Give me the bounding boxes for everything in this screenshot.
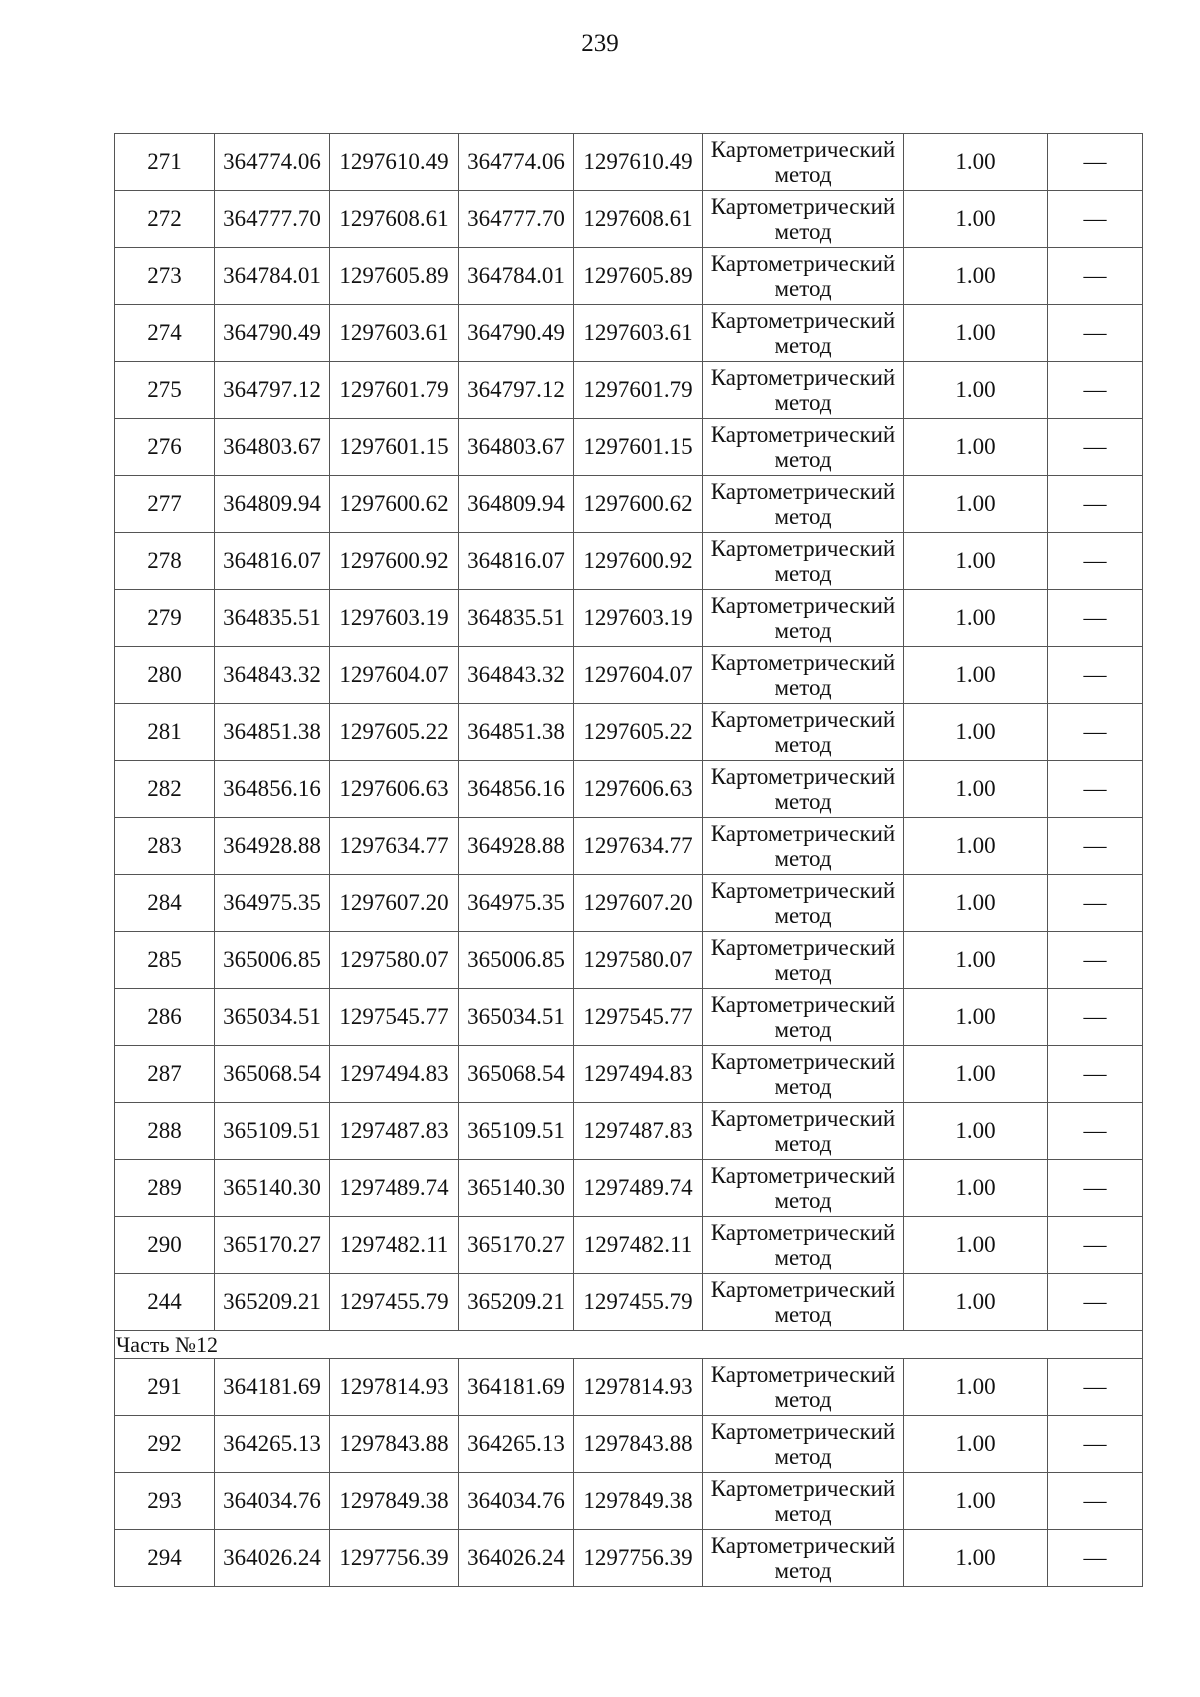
y-coordinate-new-cell: 1297601.79 <box>574 362 703 419</box>
description-cell: — <box>1048 419 1143 476</box>
method-line-1: Картометрический <box>710 764 896 789</box>
x-coordinate-new-cell: 364835.51 <box>459 590 574 647</box>
method-line-2: метод <box>774 447 832 472</box>
accuracy-cell: 1.00 <box>904 875 1048 932</box>
method-line-2: метод <box>774 903 832 928</box>
accuracy-cell: 1.00 <box>904 1473 1048 1530</box>
x-coordinate-new-cell: 364975.35 <box>459 875 574 932</box>
description-cell: — <box>1048 1274 1143 1331</box>
y-coordinate-new-cell: 1297634.77 <box>574 818 703 875</box>
y-coordinate-cell: 1297545.77 <box>330 989 459 1046</box>
description-cell: — <box>1048 761 1143 818</box>
y-coordinate-cell: 1297605.89 <box>330 248 459 305</box>
description-cell: — <box>1048 191 1143 248</box>
x-coordinate-cell: 364851.38 <box>215 704 330 761</box>
accuracy-cell: 1.00 <box>904 761 1048 818</box>
accuracy-cell: 1.00 <box>904 1046 1048 1103</box>
accuracy-cell: 1.00 <box>904 419 1048 476</box>
method-cell <box>703 248 904 305</box>
y-coordinate-new-cell: 1297489.74 <box>574 1160 703 1217</box>
method-line-1: Картометрический <box>710 992 896 1017</box>
point-number-cell: 276 <box>115 419 215 476</box>
accuracy-cell: 1.00 <box>904 818 1048 875</box>
method-line-1: Картометрический <box>710 1106 896 1131</box>
y-coordinate-new-cell: 1297608.61 <box>574 191 703 248</box>
method-line-2: метод <box>774 1074 832 1099</box>
method-line-1: Картометрический <box>710 1419 896 1444</box>
page-number: 239 <box>581 30 619 57</box>
point-number-cell: 286 <box>115 989 215 1046</box>
description-cell: — <box>1048 647 1143 704</box>
x-coordinate-cell: 364975.35 <box>215 875 330 932</box>
x-coordinate-new-cell: 364843.32 <box>459 647 574 704</box>
x-coordinate-new-cell: 364856.16 <box>459 761 574 818</box>
method-line-2: метод <box>774 333 832 358</box>
point-number-cell: 277 <box>115 476 215 533</box>
accuracy-cell: 1.00 <box>904 1160 1048 1217</box>
y-coordinate-new-cell: 1297843.88 <box>574 1416 703 1473</box>
method-cell <box>703 1359 904 1416</box>
y-coordinate-new-cell: 1297487.83 <box>574 1103 703 1160</box>
y-coordinate-new-cell: 1297604.07 <box>574 647 703 704</box>
y-coordinate-cell: 1297604.07 <box>330 647 459 704</box>
y-coordinate-cell: 1297601.15 <box>330 419 459 476</box>
y-coordinate-cell: 1297455.79 <box>330 1274 459 1331</box>
description-cell: — <box>1048 1160 1143 1217</box>
description-cell: — <box>1048 1473 1143 1530</box>
method-cell <box>703 1217 904 1274</box>
point-number-cell: 288 <box>115 1103 215 1160</box>
point-number-cell: 294 <box>115 1530 215 1587</box>
table-row <box>115 1103 1143 1160</box>
x-coordinate-new-cell: 365209.21 <box>459 1274 574 1331</box>
x-coordinate-new-cell: 364851.38 <box>459 704 574 761</box>
description-cell: — <box>1048 134 1143 191</box>
x-coordinate-cell: 364856.16 <box>215 761 330 818</box>
table-row <box>115 875 1143 932</box>
x-coordinate-new-cell: 365170.27 <box>459 1217 574 1274</box>
point-number-cell: 282 <box>115 761 215 818</box>
method-line-1: Картометрический <box>710 593 896 618</box>
method-line-2: метод <box>774 846 832 871</box>
description-cell: — <box>1048 875 1143 932</box>
accuracy-cell: 1.00 <box>904 1359 1048 1416</box>
method-line-2: метод <box>774 1387 832 1412</box>
x-coordinate-new-cell: 365006.85 <box>459 932 574 989</box>
y-coordinate-new-cell: 1297605.89 <box>574 248 703 305</box>
method-cell <box>703 1473 904 1530</box>
x-coordinate-new-cell: 364774.06 <box>459 134 574 191</box>
method-line-2: метод <box>774 1131 832 1156</box>
point-number-cell: 274 <box>115 305 215 362</box>
table-row <box>115 818 1143 875</box>
x-coordinate-cell: 364774.06 <box>215 134 330 191</box>
y-coordinate-cell: 1297494.83 <box>330 1046 459 1103</box>
method-line-1: Картометрический <box>710 1277 896 1302</box>
method-cell <box>703 1046 904 1103</box>
method-line-1: Картометрический <box>710 1163 896 1188</box>
method-line-1: Картометрический <box>710 422 896 447</box>
method-cell <box>703 818 904 875</box>
accuracy-cell: 1.00 <box>904 989 1048 1046</box>
x-coordinate-cell: 365140.30 <box>215 1160 330 1217</box>
point-number-cell: 293 <box>115 1473 215 1530</box>
y-coordinate-new-cell: 1297605.22 <box>574 704 703 761</box>
table-row <box>115 989 1143 1046</box>
accuracy-cell: 1.00 <box>904 305 1048 362</box>
description-cell: — <box>1048 476 1143 533</box>
x-coordinate-cell: 364034.76 <box>215 1473 330 1530</box>
y-coordinate-cell: 1297608.61 <box>330 191 459 248</box>
x-coordinate-cell: 364816.07 <box>215 533 330 590</box>
x-coordinate-new-cell: 364790.49 <box>459 305 574 362</box>
x-coordinate-cell: 364790.49 <box>215 305 330 362</box>
table-row <box>115 1416 1143 1473</box>
accuracy-cell: 1.00 <box>904 590 1048 647</box>
x-coordinate-cell: 364181.69 <box>215 1359 330 1416</box>
point-number-cell: 271 <box>115 134 215 191</box>
x-coordinate-new-cell: 364784.01 <box>459 248 574 305</box>
method-line-1: Картометрический <box>710 365 896 390</box>
x-coordinate-cell: 365170.27 <box>215 1217 330 1274</box>
y-coordinate-new-cell: 1297600.92 <box>574 533 703 590</box>
x-coordinate-cell: 365034.51 <box>215 989 330 1046</box>
point-number-cell: 275 <box>115 362 215 419</box>
description-cell: — <box>1048 1103 1143 1160</box>
table-row <box>115 1046 1143 1103</box>
method-line-1: Картометрический <box>710 479 896 504</box>
table-row <box>115 1359 1143 1416</box>
x-coordinate-new-cell: 364803.67 <box>459 419 574 476</box>
table-row <box>115 1530 1143 1587</box>
y-coordinate-cell: 1297634.77 <box>330 818 459 875</box>
method-line-1: Картометрический <box>710 1049 896 1074</box>
point-number-cell: 285 <box>115 932 215 989</box>
method-cell <box>703 590 904 647</box>
point-number-cell: 291 <box>115 1359 215 1416</box>
table-row <box>115 362 1143 419</box>
method-line-2: метод <box>774 1444 832 1469</box>
accuracy-cell: 1.00 <box>904 362 1048 419</box>
method-cell <box>703 932 904 989</box>
method-cell <box>703 191 904 248</box>
method-line-1: Картометрический <box>710 1362 896 1387</box>
description-cell: — <box>1048 305 1143 362</box>
method-line-1: Картометрический <box>710 650 896 675</box>
x-coordinate-new-cell: 364809.94 <box>459 476 574 533</box>
table-row <box>115 134 1143 191</box>
table-row <box>115 419 1143 476</box>
method-cell <box>703 1274 904 1331</box>
accuracy-cell: 1.00 <box>904 932 1048 989</box>
y-coordinate-cell: 1297600.62 <box>330 476 459 533</box>
method-line-2: метод <box>774 219 832 244</box>
y-coordinate-cell: 1297601.79 <box>330 362 459 419</box>
x-coordinate-cell: 364803.67 <box>215 419 330 476</box>
method-cell <box>703 761 904 818</box>
description-cell: — <box>1048 989 1143 1046</box>
y-coordinate-new-cell: 1297601.15 <box>574 419 703 476</box>
x-coordinate-cell: 364843.32 <box>215 647 330 704</box>
table-row <box>115 704 1143 761</box>
x-coordinate-new-cell: 364181.69 <box>459 1359 574 1416</box>
table-row <box>115 647 1143 704</box>
x-coordinate-new-cell: 365140.30 <box>459 1160 574 1217</box>
table-row <box>115 476 1143 533</box>
method-line-2: метод <box>774 1558 832 1583</box>
table-row <box>115 932 1143 989</box>
accuracy-cell: 1.00 <box>904 1274 1048 1331</box>
accuracy-cell: 1.00 <box>904 1217 1048 1274</box>
method-cell <box>703 533 904 590</box>
x-coordinate-new-cell: 365068.54 <box>459 1046 574 1103</box>
y-coordinate-cell: 1297482.11 <box>330 1217 459 1274</box>
x-coordinate-cell: 364809.94 <box>215 476 330 533</box>
method-line-1: Картометрический <box>710 821 896 846</box>
x-coordinate-new-cell: 364777.70 <box>459 191 574 248</box>
table-row <box>115 1217 1143 1274</box>
y-coordinate-new-cell: 1297545.77 <box>574 989 703 1046</box>
method-line-2: метод <box>774 675 832 700</box>
table-row <box>115 191 1143 248</box>
table-row <box>115 1160 1143 1217</box>
method-line-2: метод <box>774 162 832 187</box>
x-coordinate-new-cell: 365109.51 <box>459 1103 574 1160</box>
accuracy-cell: 1.00 <box>904 533 1048 590</box>
method-line-1: Картометрический <box>710 251 896 276</box>
point-number-cell: 278 <box>115 533 215 590</box>
method-line-2: метод <box>774 618 832 643</box>
y-coordinate-cell: 1297603.19 <box>330 590 459 647</box>
table-row <box>115 1473 1143 1530</box>
accuracy-cell: 1.00 <box>904 1103 1048 1160</box>
method-line-2: метод <box>774 1302 832 1327</box>
y-coordinate-cell: 1297843.88 <box>330 1416 459 1473</box>
accuracy-cell: 1.00 <box>904 191 1048 248</box>
x-coordinate-cell: 365209.21 <box>215 1274 330 1331</box>
description-cell: — <box>1048 818 1143 875</box>
method-cell <box>703 647 904 704</box>
coordinates-table <box>114 133 1143 1587</box>
point-number-cell: 292 <box>115 1416 215 1473</box>
table-row <box>115 533 1143 590</box>
table-row <box>115 761 1143 818</box>
method-line-1: Картометрический <box>710 1220 896 1245</box>
point-number-cell: 273 <box>115 248 215 305</box>
table-body <box>115 134 1143 1587</box>
method-cell <box>703 1530 904 1587</box>
description-cell: — <box>1048 248 1143 305</box>
method-cell <box>703 305 904 362</box>
method-line-2: метод <box>774 390 832 415</box>
y-coordinate-new-cell: 1297482.11 <box>574 1217 703 1274</box>
y-coordinate-cell: 1297607.20 <box>330 875 459 932</box>
section-label: Часть №12 <box>115 1331 1143 1359</box>
method-line-1: Картометрический <box>710 878 896 903</box>
method-cell <box>703 1416 904 1473</box>
method-line-2: метод <box>774 789 832 814</box>
method-line-1: Картометрический <box>710 935 896 960</box>
y-coordinate-new-cell: 1297849.38 <box>574 1473 703 1530</box>
method-line-2: метод <box>774 732 832 757</box>
point-number-cell: 281 <box>115 704 215 761</box>
x-coordinate-new-cell: 364816.07 <box>459 533 574 590</box>
method-cell <box>703 134 904 191</box>
description-cell: — <box>1048 533 1143 590</box>
y-coordinate-cell: 1297603.61 <box>330 305 459 362</box>
point-number-cell: 290 <box>115 1217 215 1274</box>
method-cell <box>703 362 904 419</box>
method-line-1: Картометрический <box>710 137 896 162</box>
y-coordinate-new-cell: 1297610.49 <box>574 134 703 191</box>
y-coordinate-cell: 1297849.38 <box>330 1473 459 1530</box>
point-number-cell: 289 <box>115 1160 215 1217</box>
y-coordinate-new-cell: 1297603.61 <box>574 305 703 362</box>
point-number-cell: 279 <box>115 590 215 647</box>
x-coordinate-new-cell: 365034.51 <box>459 989 574 1046</box>
method-cell <box>703 1103 904 1160</box>
x-coordinate-cell: 364265.13 <box>215 1416 330 1473</box>
description-cell: — <box>1048 1416 1143 1473</box>
method-cell <box>703 476 904 533</box>
table-row <box>115 1274 1143 1331</box>
x-coordinate-new-cell: 364797.12 <box>459 362 574 419</box>
table-row <box>115 248 1143 305</box>
method-cell <box>703 875 904 932</box>
y-coordinate-cell: 1297610.49 <box>330 134 459 191</box>
x-coordinate-cell: 364777.70 <box>215 191 330 248</box>
y-coordinate-new-cell: 1297756.39 <box>574 1530 703 1587</box>
x-coordinate-new-cell: 364026.24 <box>459 1530 574 1587</box>
point-number-cell: 284 <box>115 875 215 932</box>
y-coordinate-cell: 1297606.63 <box>330 761 459 818</box>
y-coordinate-new-cell: 1297600.62 <box>574 476 703 533</box>
y-coordinate-cell: 1297489.74 <box>330 1160 459 1217</box>
accuracy-cell: 1.00 <box>904 476 1048 533</box>
y-coordinate-new-cell: 1297606.63 <box>574 761 703 818</box>
description-cell: — <box>1048 704 1143 761</box>
method-cell <box>703 989 904 1046</box>
x-coordinate-cell: 364797.12 <box>215 362 330 419</box>
x-coordinate-cell: 365109.51 <box>215 1103 330 1160</box>
description-cell: — <box>1048 1046 1143 1103</box>
x-coordinate-cell: 364784.01 <box>215 248 330 305</box>
description-cell: — <box>1048 1359 1143 1416</box>
method-line-1: Картометрический <box>710 1533 896 1558</box>
description-cell: — <box>1048 590 1143 647</box>
y-coordinate-cell: 1297814.93 <box>330 1359 459 1416</box>
y-coordinate-new-cell: 1297580.07 <box>574 932 703 989</box>
method-line-1: Картометрический <box>710 1476 896 1501</box>
x-coordinate-cell: 364928.88 <box>215 818 330 875</box>
y-coordinate-new-cell: 1297455.79 <box>574 1274 703 1331</box>
method-line-2: метод <box>774 561 832 586</box>
method-line-2: метод <box>774 960 832 985</box>
method-line-2: метод <box>774 1501 832 1526</box>
method-line-2: метод <box>774 1017 832 1042</box>
accuracy-cell: 1.00 <box>904 1416 1048 1473</box>
y-coordinate-new-cell: 1297603.19 <box>574 590 703 647</box>
point-number-cell: 287 <box>115 1046 215 1103</box>
y-coordinate-cell: 1297756.39 <box>330 1530 459 1587</box>
method-line-1: Картометрический <box>710 536 896 561</box>
method-line-2: метод <box>774 504 832 529</box>
accuracy-cell: 1.00 <box>904 1530 1048 1587</box>
x-coordinate-new-cell: 364928.88 <box>459 818 574 875</box>
point-number-cell: 272 <box>115 191 215 248</box>
y-coordinate-new-cell: 1297814.93 <box>574 1359 703 1416</box>
accuracy-cell: 1.00 <box>904 248 1048 305</box>
description-cell: — <box>1048 1217 1143 1274</box>
description-cell: — <box>1048 1530 1143 1587</box>
method-cell <box>703 419 904 476</box>
x-coordinate-new-cell: 364034.76 <box>459 1473 574 1530</box>
x-coordinate-cell: 364026.24 <box>215 1530 330 1587</box>
section-header-row <box>115 1331 1143 1359</box>
method-cell <box>703 1160 904 1217</box>
method-line-1: Картометрический <box>710 707 896 732</box>
point-number-cell: 280 <box>115 647 215 704</box>
method-line-2: метод <box>774 1188 832 1213</box>
y-coordinate-new-cell: 1297607.20 <box>574 875 703 932</box>
description-cell: — <box>1048 362 1143 419</box>
x-coordinate-cell: 364835.51 <box>215 590 330 647</box>
x-coordinate-cell: 365068.54 <box>215 1046 330 1103</box>
y-coordinate-cell: 1297580.07 <box>330 932 459 989</box>
table-row <box>115 305 1143 362</box>
method-line-2: метод <box>774 276 832 301</box>
x-coordinate-cell: 365006.85 <box>215 932 330 989</box>
table-row <box>115 590 1143 647</box>
method-cell <box>703 704 904 761</box>
accuracy-cell: 1.00 <box>904 704 1048 761</box>
accuracy-cell: 1.00 <box>904 647 1048 704</box>
point-number-cell: 244 <box>115 1274 215 1331</box>
accuracy-cell: 1.00 <box>904 134 1048 191</box>
method-line-1: Картометрический <box>710 194 896 219</box>
y-coordinate-cell: 1297605.22 <box>330 704 459 761</box>
method-line-1: Картометрический <box>710 308 896 333</box>
y-coordinate-cell: 1297600.92 <box>330 533 459 590</box>
description-cell: — <box>1048 932 1143 989</box>
point-number-cell: 283 <box>115 818 215 875</box>
method-line-2: метод <box>774 1245 832 1270</box>
y-coordinate-cell: 1297487.83 <box>330 1103 459 1160</box>
x-coordinate-new-cell: 364265.13 <box>459 1416 574 1473</box>
y-coordinate-new-cell: 1297494.83 <box>574 1046 703 1103</box>
